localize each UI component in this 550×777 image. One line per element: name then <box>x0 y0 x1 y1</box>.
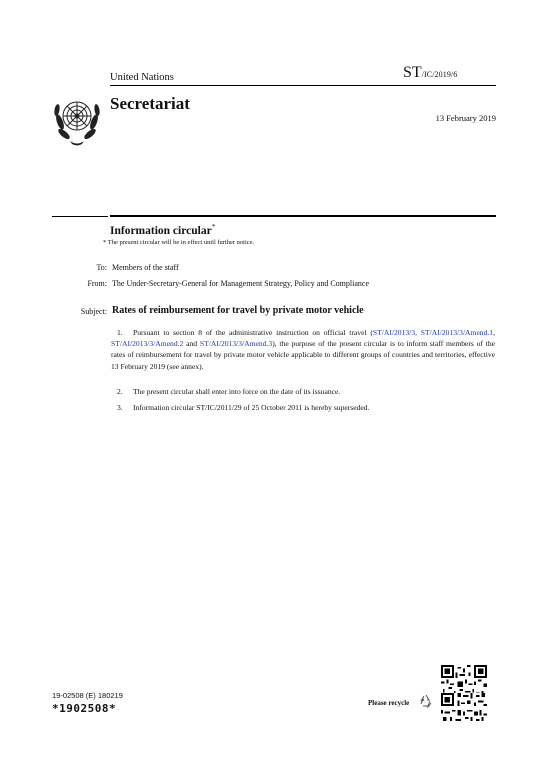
symbol-prefix: ST <box>403 64 422 81</box>
header-rule <box>110 85 496 86</box>
recycle-icon <box>418 693 434 709</box>
title-rule <box>110 215 496 217</box>
circular-title-text: Information circular <box>110 224 212 237</box>
link-st-ai-2013-3[interactable]: ST/AI/2013/3 <box>372 328 416 337</box>
circular-title <box>110 223 215 237</box>
paragraph-text: ), the purpose of the present circular is to inform staff members of the rates of reimbursement for travel by private motor vehicle applicable to different groups of countries and territories, effective 13 February 2019 (see annex). <box>111 339 496 371</box>
paragraph-3 <box>111 402 495 413</box>
qr-code-icon[interactable] <box>441 693 487 721</box>
organization-name: United Nations <box>110 72 174 83</box>
paragraph-text: The present circular shall enter into force on the date of its issuance. <box>133 387 341 396</box>
to-value: Members of the staff <box>112 263 179 272</box>
paragraph-text: Pursuant to section 8 of the administrative instruction on official travel ( <box>133 328 373 337</box>
link-st-ai-2013-3-amend-3[interactable]: ST/AI/2013/3/Amend.3 <box>199 339 273 349</box>
section-title: Secretariat <box>110 94 190 113</box>
barcode-text: *1902508* <box>52 702 117 715</box>
symbol-suffix: /IC/2019/6 <box>421 70 458 79</box>
footnote-mark: * <box>211 223 216 231</box>
issue-date: 13 February 2019 <box>435 113 496 123</box>
from-label: From: <box>87 279 107 288</box>
from-value: The Under-Secretary-General for Management Strategy, Policy and Compliance <box>112 279 369 288</box>
paragraph-1: 1. Pursuant to section 8 of the administrative instruction on official travel (ST/AI/2013/3, ST/AI/2013/3/Amend.1, ST/AI/2013/3/Amend.2 and ST/AI/2013/3/Amend.3), the purpose of the present circular is to inform staff members of the rates of reimbursement for travel by private motor vehicle applicable to different groups of countries and territories, effective 13 February 2019 (see annex). <box>111 328 496 371</box>
title-rule-short <box>52 216 108 217</box>
recycle-text: Please recycle <box>368 699 410 707</box>
document-symbol <box>403 64 457 82</box>
paragraph-number: 3. <box>117 403 123 412</box>
to-label: To: <box>96 263 107 272</box>
paragraph-number: 1. <box>117 328 123 337</box>
link-st-ai-2013-3-amend-1[interactable]: ST/AI/2013/3/Amend.1 <box>420 328 494 337</box>
job-number: 19-02508 (E) 180219 <box>52 691 123 700</box>
footnote: * The present circular will be in effect until further notice. <box>103 239 255 246</box>
paragraph-number: 2. <box>117 387 123 396</box>
link-st-ai-2013-3-amend-2[interactable]: ST/AI/2013/3/Amend.2 <box>111 339 184 349</box>
subject-label: Subject: <box>80 307 107 316</box>
paragraph-2 <box>111 386 495 397</box>
un-emblem-icon <box>52 92 102 148</box>
subject-value: Rates of reimbursement for travel by private motor vehicle <box>112 305 364 316</box>
paragraph-text: Information circular ST/IC/2011/29 of 25 October 2011 is hereby superseded. <box>133 403 370 412</box>
